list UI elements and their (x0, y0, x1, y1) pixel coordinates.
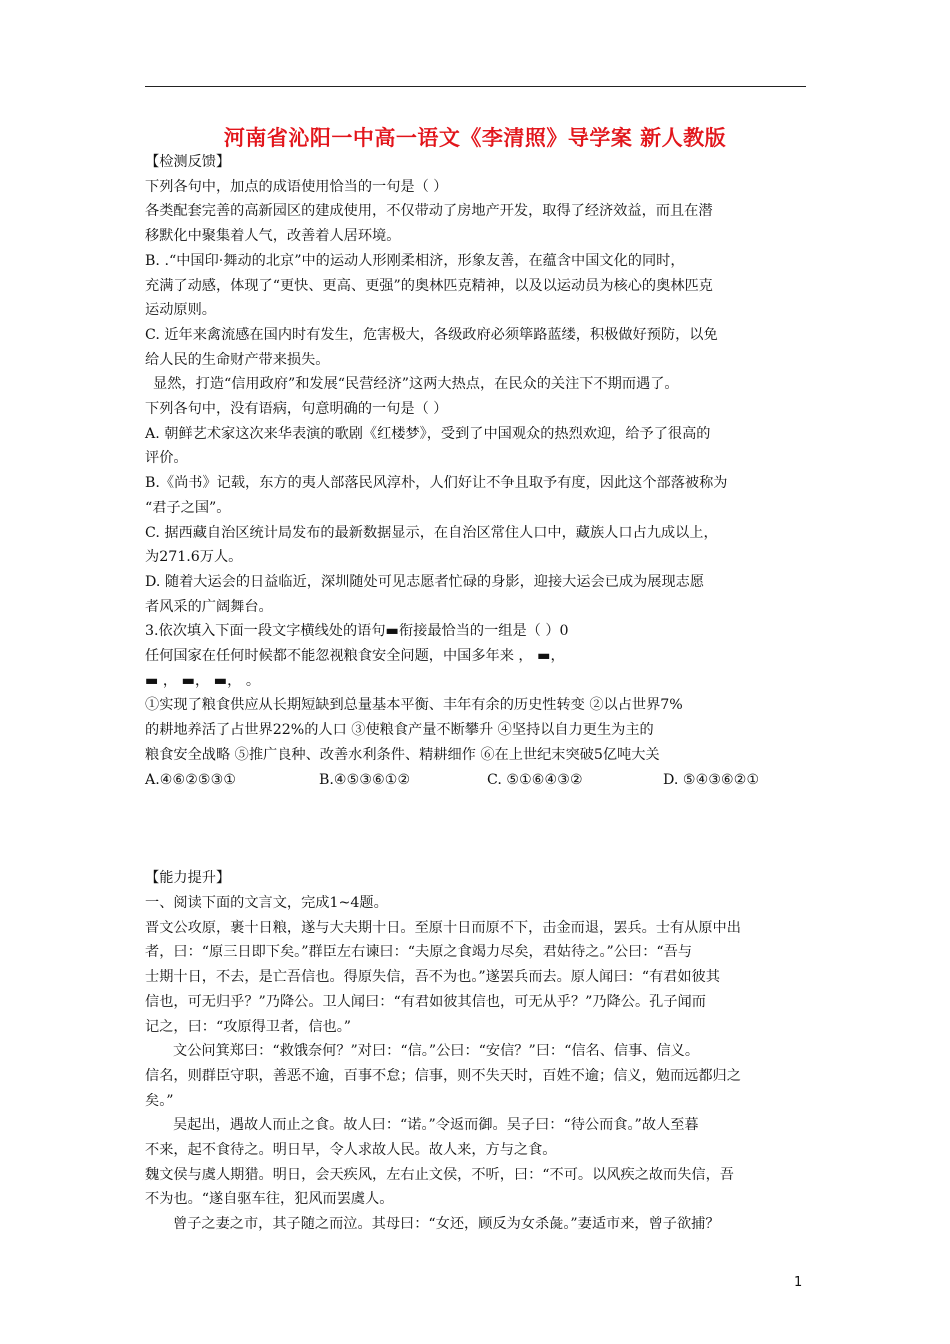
q2-stem: 下列各句中，没有语病，句意明确的一句是（ ） (145, 401, 448, 418)
q3-stem: 3.依次填入下面一段文字横线处的语句▬衔接最恰当的一组是（ ）0 (145, 623, 569, 640)
q3-options (145, 768, 810, 793)
page-number: 1 (794, 1275, 803, 1290)
section-heading-ability: 【能力提升】 (145, 870, 231, 887)
q3-option-a: A.④⑥②⑤③① (145, 771, 237, 788)
document-title: 河南省沁阳一中高一语文《李清照》导学案 新人教版 (223, 126, 727, 150)
section-spacer (145, 792, 810, 866)
q3-text-line: ▬ ， ▬， ▬， 。 (145, 672, 261, 689)
q1-option-b-line: 运动原则。 (145, 302, 216, 319)
passage-line: 吴起出，遇故人而止之食。故人曰：“诺。”令返而御。吴子曰：“待公而食。”故人至暮 (173, 1117, 699, 1134)
q2-option-d-line: D. 随着大运会的日益临近，深圳随处可见志愿者忙碌的身影，迎接大运会已成为展现志愿 (145, 573, 705, 590)
q2-option-c-line: 为271.6万人。 (145, 549, 243, 566)
q3-items-line: ①实现了粮食供应从长期短缺到总量基本平衡、丰年有余的历史性转变 ②以占世界7% (145, 697, 683, 714)
reading-intro: 一、阅读下面的文言文，完成1~4题。 (145, 894, 388, 911)
section-heading-feedback: 【检测反馈】 (145, 154, 231, 170)
q1-stem: 下列各句中，加点的成语使用恰当的一句是（ ） (145, 178, 448, 195)
q1-option-c-line: 给人民的生命财产带来损失。 (145, 351, 330, 368)
passage-line: 信也，可无归乎？”乃降公。卫人闻曰：“有君如彼其信也，可无从乎？”乃降公。孔子闻而 (145, 993, 706, 1010)
passage-line: 文公问箕郑曰：“救饿奈何？”对曰：“信。”公曰：“安信？”曰：“信名、信事、信义。 (173, 1043, 700, 1060)
passage-line: 曾子之妻之市，其子随之而泣。其母曰：“女还，顾反为女杀彘。”妻适市来，曾子欲捕？ (173, 1216, 720, 1233)
passage-line: 者，曰：“原三日即下矣。”群臣左右谏曰：“夫原之食竭力尽矣，君姑待之。”公曰：“吾与 (145, 944, 693, 961)
passage-line: 信名，则群臣守职，善恶不逾，百事不怠；信事，则不失天时，百姓不逾；信义，勉而远都归之 (145, 1067, 741, 1084)
q1-option-b-line: B. .“中国印·舞动的北京”中的运动人形刚柔相济，形象友善，在蕴含中国文化的同时， (145, 252, 685, 269)
q1-option-d-line: 显然，打造“信用政府”和发展“民营经济”这两大热点，在民众的关注下不期而遇了。 (153, 376, 679, 393)
q1-option-a-line: 移默化中聚集着人气，改善着人居环境。 (145, 228, 401, 245)
q3-option-b: B.④⑤③⑥①② (319, 771, 411, 788)
q3-text-line: 任何国家在任何时候都不能忽视粮食安全问题，中国多年来 ， ▬， (145, 648, 565, 665)
passage-line: 不为也。“遂自驱车往，犯风而罢虞人。 (145, 1191, 394, 1208)
q2-option-b-line: B.《尚书》记载，东方的夷人部落民风淳朴，人们好让不争且取予有度，因此这个部落被称为 (145, 475, 728, 492)
header-rule (145, 86, 806, 87)
q3-option-d: D. ⑤④③⑥②① (663, 771, 760, 788)
q1-option-c-line: C. 近年来禽流感在国内时有发生，危害极大，各级政府必须筚路蓝缕，积极做好预防，以免 (145, 326, 718, 343)
q2-option-d-line: 者风采的广阔舞台。 (145, 598, 273, 615)
q3-items-line: 的耕地养活了占世界22%的人口 ③使粮食产量不断攀升 ④坚持以自力更生为主的 (145, 722, 654, 739)
passage-line: 不来，起不食待之。明日早，令人求故人民。故人来，方与之食。 (145, 1142, 557, 1159)
passage-line: 矣。” (145, 1092, 174, 1109)
q1-option-a-line: 各类配套完善的高新园区的建成使用，不仅带动了房地产开发，取得了经济效益，而且在潜 (145, 203, 713, 220)
q3-option-c: C. ⑤①⑥④③② (487, 771, 583, 788)
q1-option-b-line: 充满了动感，体现了“更快、更高、更强”的奥林匹克精神，以及以运动员为核心的奥林匹克 (145, 277, 713, 294)
q2-option-b-line: “君子之国”。 (145, 499, 231, 516)
q2-option-c-line: C. 据西藏自治区统计局发布的最新数据显示，在自治区常住人口中，藏族人口占九成以上， (145, 524, 718, 541)
q2-option-a-line: 评价。 (145, 450, 188, 467)
q2-option-a-line: A. 朝鲜艺术家这次来华表演的歌剧《红楼梦》，受到了中国观众的热烈欢迎，给予了很高的 (145, 425, 711, 442)
q3-items-line: 粮食安全战略 ⑤推广良种、改善水利条件、精耕细作 ⑥在上世纪末突破5亿吨大关 (145, 746, 660, 763)
passage-line: 晋文公攻原，裹十日粮，遂与大夫期十日。至原十日而原不下，击金而退，罢兵。士有从原中出 (145, 919, 741, 936)
passage-line: 士期十日，不去，是亡吾信也。得原失信，吾不为也。”遂罢兵而去。原人闻曰：“有君如彼其 (145, 969, 720, 986)
document-body (145, 150, 810, 1237)
passage-line: 魏文侯与虞人期猎。明日，会天疾风，左右止文侯，不听，曰：“不可。以风疾之故而失信，吾 (145, 1166, 734, 1183)
passage-line: 记之，曰：“攻原得卫者，信也。” (145, 1018, 352, 1035)
